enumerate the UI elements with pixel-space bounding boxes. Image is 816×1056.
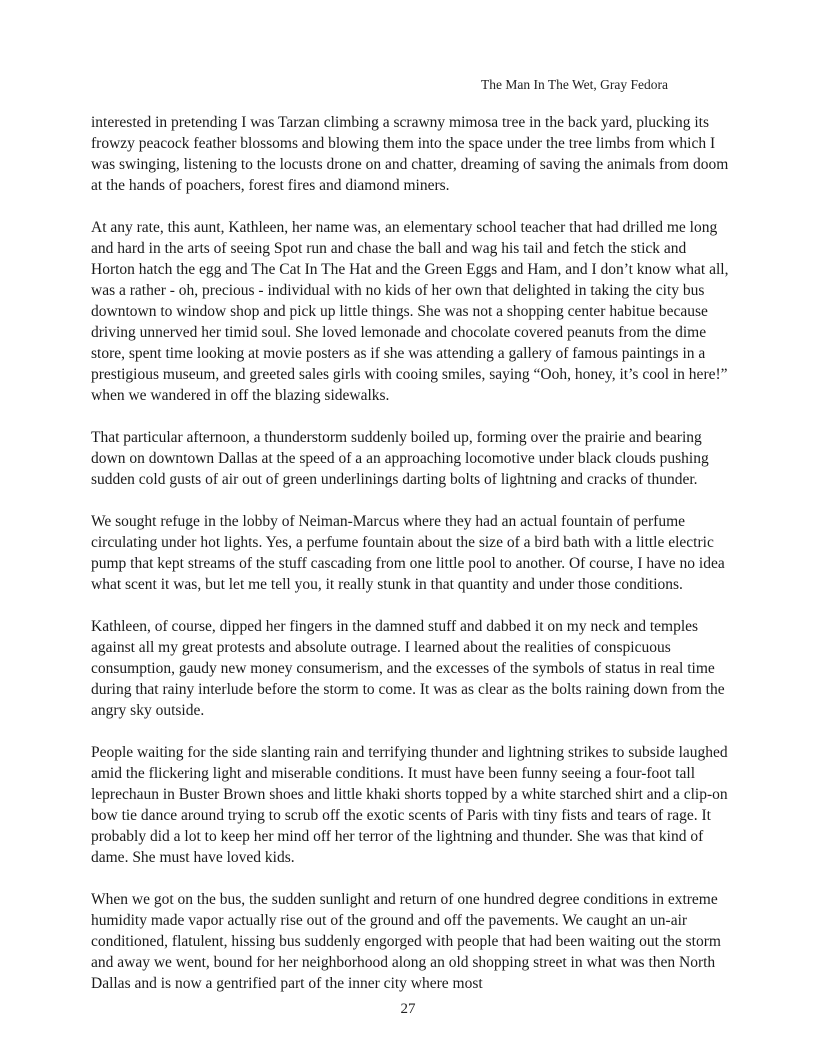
running-header: The Man In The Wet, Gray Fedora: [481, 77, 668, 92]
paragraph: We sought refuge in the lobby of Neiman-Marcus where they had an actual fountain of perfume circulating under hot lights. Yes, a perfume fountain about the size of a bird bath with a little electric pump that kept streams of the stuff cascading from one little pool to another. Of course, I have no idea what scent it was, but let me tell you, it really stunk in that quantity and under those conditions.: [91, 513, 725, 593]
body-text: [91, 112, 731, 1015]
paragraph: When we got on the bus, the sudden sunlight and return of one hundred degree conditions in extreme humidity made vapor actually rise out of the ground and off the pavements. We caught an un-air conditioned, flatulent, hissing bus suddenly engorged with people that had been waiting out the storm and away we went, bound for her neighborhood along an old shopping street in what was then North Dallas and is now a gentrified part of the inner city where most: [91, 891, 721, 992]
paragraph: People waiting for the side slanting rain and terrifying thunder and lightning strikes to subside laughed amid the flickering light and miserable conditions. It must have been funny seeing a four-foot tall leprechaun in Buster Brown shoes and little khaki shorts topped by a white starched shirt and a clip-on bow tie dance around trying to scrub off the exotic scents of Paris with tiny fists and tears of rage. It probably did a lot to keep her mind off her terror of the lightning and thunder. She was that kind of dame. She must have loved kids.: [91, 744, 728, 866]
paragraph: At any rate, this aunt, Kathleen, her name was, an elementary school teacher that had drilled me long and hard in the arts of seeing Spot run and chase the ball and wag his tail and fetch the stick and Horton hatch the egg and The Cat In The Hat and the Green Eggs and Ham, and I don’t know what all, was a rather - oh, precious - individual with no kids of her own that delighted in taking the city bus downtown to window shop and pick up little things. She was not a shopping center habitue because driving unnerved her timid soul. She loved lemonade and chocolate covered peanuts from the dime store, spent time looking at movie posters as if she was attending a gallery of famous paintings in a prestigious museum, and greeted sales girls with cooing smiles, saying “Ooh, honey, it’s cool in here!” when we wandered in off the blazing sidewalks.: [91, 219, 729, 404]
paragraph: That particular afternoon, a thunderstorm suddenly boiled up, forming over the prairie and bearing down on downtown Dallas at the speed of a an approaching locomotive under black clouds pushing sudden cold gusts of air out of green underlinings darting bolts of lightning and cracks of thunder.: [91, 429, 709, 488]
paragraph: interested in pretending I was Tarzan climbing a scrawny mimosa tree in the back yard, plucking its frowzy peacock feather blossoms and blowing them into the space under the tree limbs from which I was swinging, listening to the locusts drone on and chatter, dreaming of saving the animals from doom at the hands of poachers, forest fires and diamond miners.: [91, 114, 729, 194]
paragraph: Kathleen, of course, dipped her fingers in the damned stuff and dabbed it on my neck and temples against all my great protests and absolute outrage. I learned about the realities of conspicuous consumption, gaudy new money consumerism, and the excesses of the symbols of status in real time during that rainy interlude before the storm to come. It was as clear as the bolts raining down from the angry sky outside.: [91, 618, 725, 719]
page-number: 27: [400, 1001, 416, 1017]
